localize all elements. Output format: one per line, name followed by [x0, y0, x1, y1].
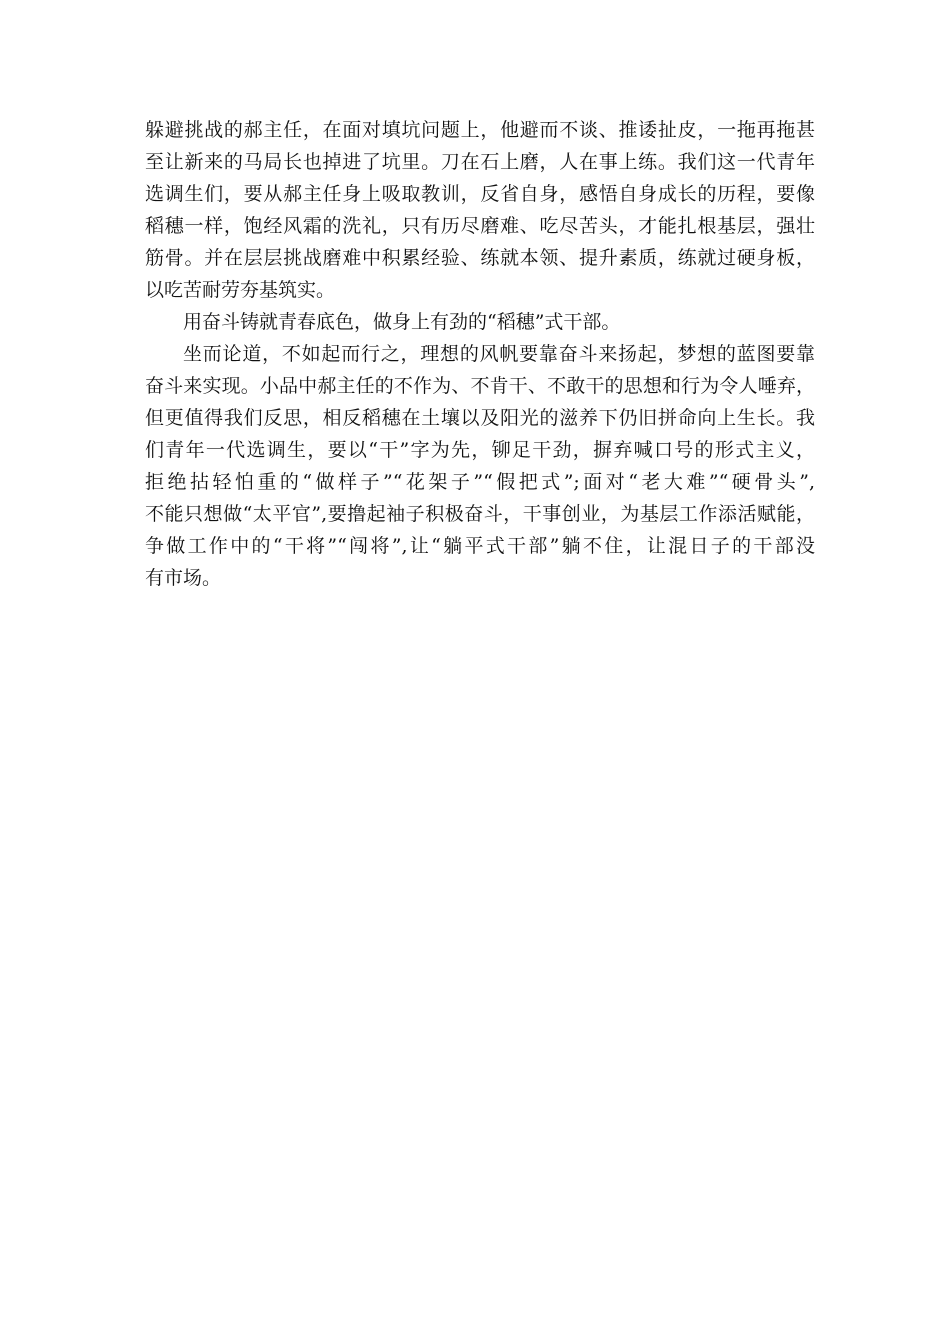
paragraph-1 — [145, 114, 815, 306]
document-body — [145, 114, 815, 594]
paragraph-line: 奋斗来实现。小品中郝主任的不作为、不肯干、不敢干的思想和行为令人唾弃， — [145, 375, 815, 397]
paragraph-3 — [145, 338, 815, 594]
paragraph-line: 们青年一代选调生，要以“干”字为先，铆足干劲，摒弃喊口号的形式主义， — [145, 439, 815, 461]
paragraph-line: 有市场。 — [145, 567, 222, 589]
paragraph-2 — [145, 306, 815, 338]
paragraph-line: 躲避挑战的郝主任，在面对填坑问题上，他避而不谈、推诿扯皮，一拖再拖甚 — [145, 119, 815, 141]
paragraph-line: 筋骨。并在层层挑战磨难中积累经验、练就本领、提升素质，练就过硬身板， — [145, 247, 815, 269]
paragraph-line: 至让新来的马局长也掉进了坑里。刀在石上磨，人在事上练。我们这一代青年 — [145, 151, 815, 173]
paragraph-line: 以吃苦耐劳夯基筑实。 — [145, 279, 336, 301]
paragraph-line: 坐而论道，不如起而行之，理想的风帆要靠奋斗来扬起，梦想的蓝图要靠 — [183, 343, 815, 365]
paragraph-line: 用奋斗铸就青春底色，做身上有劲的“稻穗”式干部。 — [183, 311, 621, 333]
paragraph-line: 但更值得我们反思，相反稻穗在土壤以及阳光的滋养下仍旧拼命向上生长。我 — [145, 407, 815, 429]
paragraph-line: 不能只想做“太平官”,要撸起袖子积极奋斗，干事创业，为基层工作添活赋能， — [145, 503, 815, 525]
paragraph-line: 选调生们，要从郝主任身上吸取教训，反省自身，感悟自身成长的历程，要像 — [145, 183, 815, 205]
paragraph-line: 拒绝拈轻怕重的“做样子”“花架子”“假把式”;面对“老大难”“硬骨头”, — [145, 471, 815, 493]
paragraph-line: 稻穗一样，饱经风霜的洗礼，只有历尽磨难、吃尽苦头，才能扎根基层，强壮 — [145, 215, 815, 237]
paragraph-line: 争做工作中的“干将”“闯将”,让“躺平式干部”躺不住，让混日子的干部没 — [145, 535, 815, 557]
